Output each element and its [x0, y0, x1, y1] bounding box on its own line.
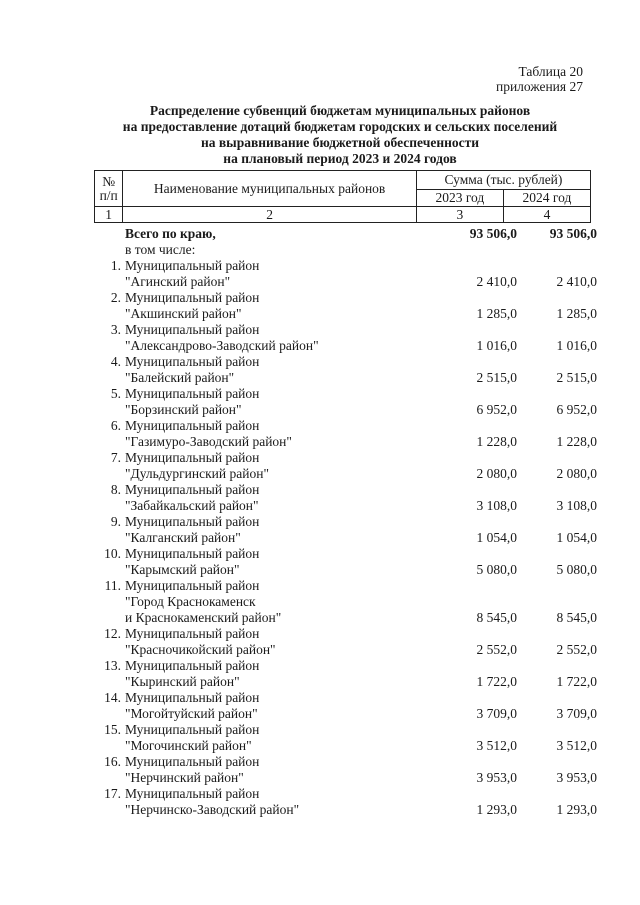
district-name-line: "Агинский район" — [125, 274, 231, 289]
district-value-2024: 3 108,0 — [556, 498, 597, 513]
district-name — [124, 626, 442, 658]
district-name-line: "Нерчинско-Заводский район" — [125, 802, 300, 817]
district-value-2023: 2 552,0 — [476, 642, 517, 657]
document-title — [80, 103, 600, 167]
district-row — [94, 658, 597, 690]
district-row — [94, 626, 597, 658]
district-number: 12. — [104, 626, 121, 641]
district-value-2024: 3 512,0 — [556, 738, 597, 753]
district-value-2023: 2 080,0 — [476, 466, 517, 481]
district-number: 9. — [110, 514, 121, 529]
district-number: 16. — [104, 754, 121, 769]
district-name-line: Муниципальный район — [125, 354, 260, 369]
district-value-2024: 2 552,0 — [556, 642, 597, 657]
total-2024: 93 506,0 — [549, 226, 597, 241]
district-value-2023: 1 016,0 — [476, 338, 517, 353]
table-header — [94, 170, 591, 223]
district-number: 5. — [110, 386, 121, 401]
district-value-2024: 1 293,0 — [556, 802, 597, 817]
col-index-3: 3 — [416, 207, 503, 223]
district-name-line: Муниципальный район — [125, 322, 260, 337]
district-name-line: Муниципальный район — [125, 290, 260, 305]
district-number: 15. — [104, 722, 121, 737]
district-value-2023: 3 512,0 — [476, 738, 517, 753]
col-index-4: 4 — [503, 207, 590, 223]
table-reference — [496, 64, 583, 94]
district-name-line: Муниципальный район — [125, 450, 260, 465]
district-row — [94, 546, 597, 578]
district-value-2024: 6 952,0 — [556, 402, 597, 417]
col-2024-header: 2024 год — [503, 190, 590, 207]
district-row — [94, 258, 597, 290]
district-number: 6. — [110, 418, 121, 433]
district-name-line: Муниципальный район — [125, 658, 260, 673]
appendix-label: приложения 27 — [495, 79, 583, 94]
district-number: 1. — [110, 258, 121, 273]
district-name — [124, 546, 442, 578]
district-value-2023: 8 545,0 — [476, 610, 517, 625]
district-name-line: Муниципальный район — [125, 258, 260, 273]
district-value-2024: 8 545,0 — [556, 610, 597, 625]
district-value-2023: 1 722,0 — [476, 674, 517, 689]
district-number: 3. — [110, 322, 121, 337]
district-name — [124, 418, 442, 450]
district-name — [124, 722, 442, 754]
district-row — [94, 786, 597, 818]
district-value-2024: 2 080,0 — [556, 466, 597, 481]
district-row — [94, 290, 597, 322]
district-row — [94, 514, 597, 546]
district-name-line: и Краснокаменский район" — [125, 610, 282, 625]
col-2023-header: 2023 год — [416, 190, 503, 207]
district-number: 7. — [110, 450, 121, 465]
col-sum-header: Сумма (тыс. рублей) — [416, 171, 590, 190]
district-list — [94, 258, 597, 818]
district-name-line: "Город Краснокаменск — [125, 594, 256, 609]
col-index-1: 1 — [95, 207, 123, 223]
district-number: 10. — [104, 546, 121, 561]
district-name — [124, 450, 442, 482]
district-value-2024: 1 285,0 — [556, 306, 597, 321]
district-name-line: "Карымский район" — [125, 562, 240, 577]
district-row — [94, 418, 597, 450]
col-name-header: Наименование муниципальных районов — [123, 171, 417, 207]
total-label: Всего по краю, — [125, 226, 216, 241]
district-name-line: Муниципальный район — [125, 578, 260, 593]
title-line-3: на выравнивание бюджетной обеспеченности — [200, 135, 480, 150]
district-name-line: "Дульдургинский район" — [125, 466, 269, 481]
district-name — [124, 754, 442, 786]
district-value-2023: 6 952,0 — [476, 402, 517, 417]
district-name — [124, 786, 442, 818]
total-row — [94, 226, 597, 242]
district-value-2024: 2 515,0 — [556, 370, 597, 385]
district-value-2024: 1 054,0 — [556, 530, 597, 545]
district-value-2024: 3 709,0 — [556, 706, 597, 721]
district-name — [124, 354, 442, 386]
title-line-4: на плановый период 2023 и 2024 годов — [223, 151, 457, 166]
district-name-line: "Красночикойский район" — [125, 642, 276, 657]
district-name-line: Муниципальный район — [125, 754, 260, 769]
district-name-line: Муниципальный район — [125, 722, 260, 737]
district-name-line: "Могойтуйский район" — [125, 706, 258, 721]
district-number: 13. — [104, 658, 121, 673]
district-value-2023: 2 515,0 — [476, 370, 517, 385]
district-number: 14. — [104, 690, 121, 705]
district-name — [124, 578, 442, 626]
district-value-2023: 2 410,0 — [476, 274, 517, 289]
district-value-2023: 1 285,0 — [476, 306, 517, 321]
district-name-line: Муниципальный район — [125, 690, 260, 705]
district-name-line: "Газимуро-Заводский район" — [125, 434, 292, 449]
district-name-line: Муниципальный район — [125, 482, 260, 497]
district-name-line: Муниципальный район — [125, 418, 260, 433]
district-row — [94, 578, 597, 626]
district-name — [124, 258, 442, 290]
district-name — [124, 658, 442, 690]
district-value-2024: 1 722,0 — [556, 674, 597, 689]
table-body — [94, 226, 597, 818]
district-row — [94, 450, 597, 482]
col-num-header: № п/п — [95, 171, 123, 207]
district-name — [124, 290, 442, 322]
district-name-line: Муниципальный район — [125, 786, 260, 801]
district-name-line: "Калганский район" — [125, 530, 241, 545]
district-value-2023: 5 080,0 — [476, 562, 517, 577]
district-name-line: "Могочинский район" — [125, 738, 252, 753]
district-value-2024: 1 016,0 — [556, 338, 597, 353]
district-name-line: Муниципальный район — [125, 626, 260, 641]
district-row — [94, 482, 597, 514]
table-label: Таблица 20 — [518, 64, 583, 79]
district-number: 11. — [104, 578, 121, 593]
district-number: 17. — [104, 786, 121, 801]
district-row — [94, 754, 597, 786]
district-name-line: "Александрово-Заводский район" — [125, 338, 319, 353]
district-name-line: "Акшинский район" — [125, 306, 242, 321]
district-value-2023: 3 108,0 — [476, 498, 517, 513]
district-number: 4. — [110, 354, 121, 369]
district-name — [124, 386, 442, 418]
district-name-line: "Борзинский район" — [125, 402, 242, 417]
district-value-2023: 1 293,0 — [476, 802, 517, 817]
col-index-2: 2 — [123, 207, 417, 223]
district-row — [94, 386, 597, 418]
district-name-line: Муниципальный район — [125, 546, 260, 561]
district-value-2024: 5 080,0 — [556, 562, 597, 577]
district-name-line: "Нерчинский район" — [125, 770, 244, 785]
district-value-2023: 3 709,0 — [476, 706, 517, 721]
district-name-line: "Забайкальский район" — [125, 498, 259, 513]
title-line-2: на предоставление дотаций бюджетам городских и сельских поселений — [122, 119, 558, 134]
district-name — [124, 322, 442, 354]
district-number: 8. — [110, 482, 121, 497]
district-name-line: "Балейский район" — [125, 370, 235, 385]
district-name-line: "Кыринский район" — [125, 674, 240, 689]
district-name-line: Муниципальный район — [125, 514, 260, 529]
district-number: 2. — [110, 290, 121, 305]
district-name — [124, 514, 442, 546]
district-row — [94, 354, 597, 386]
district-name-line: Муниципальный район — [125, 386, 260, 401]
district-value-2024: 2 410,0 — [556, 274, 597, 289]
district-name — [124, 482, 442, 514]
district-row — [94, 322, 597, 354]
district-value-2024: 1 228,0 — [556, 434, 597, 449]
district-value-2023: 1 228,0 — [476, 434, 517, 449]
district-row — [94, 722, 597, 754]
district-name — [124, 690, 442, 722]
district-row — [94, 690, 597, 722]
including-label: в том числе: — [125, 242, 196, 257]
district-value-2023: 3 953,0 — [476, 770, 517, 785]
title-line-1: Распределение субвенций бюджетам муниципальных районов — [149, 103, 531, 118]
total-2023: 93 506,0 — [469, 226, 517, 241]
district-value-2023: 1 054,0 — [476, 530, 517, 545]
district-value-2024: 3 953,0 — [556, 770, 597, 785]
